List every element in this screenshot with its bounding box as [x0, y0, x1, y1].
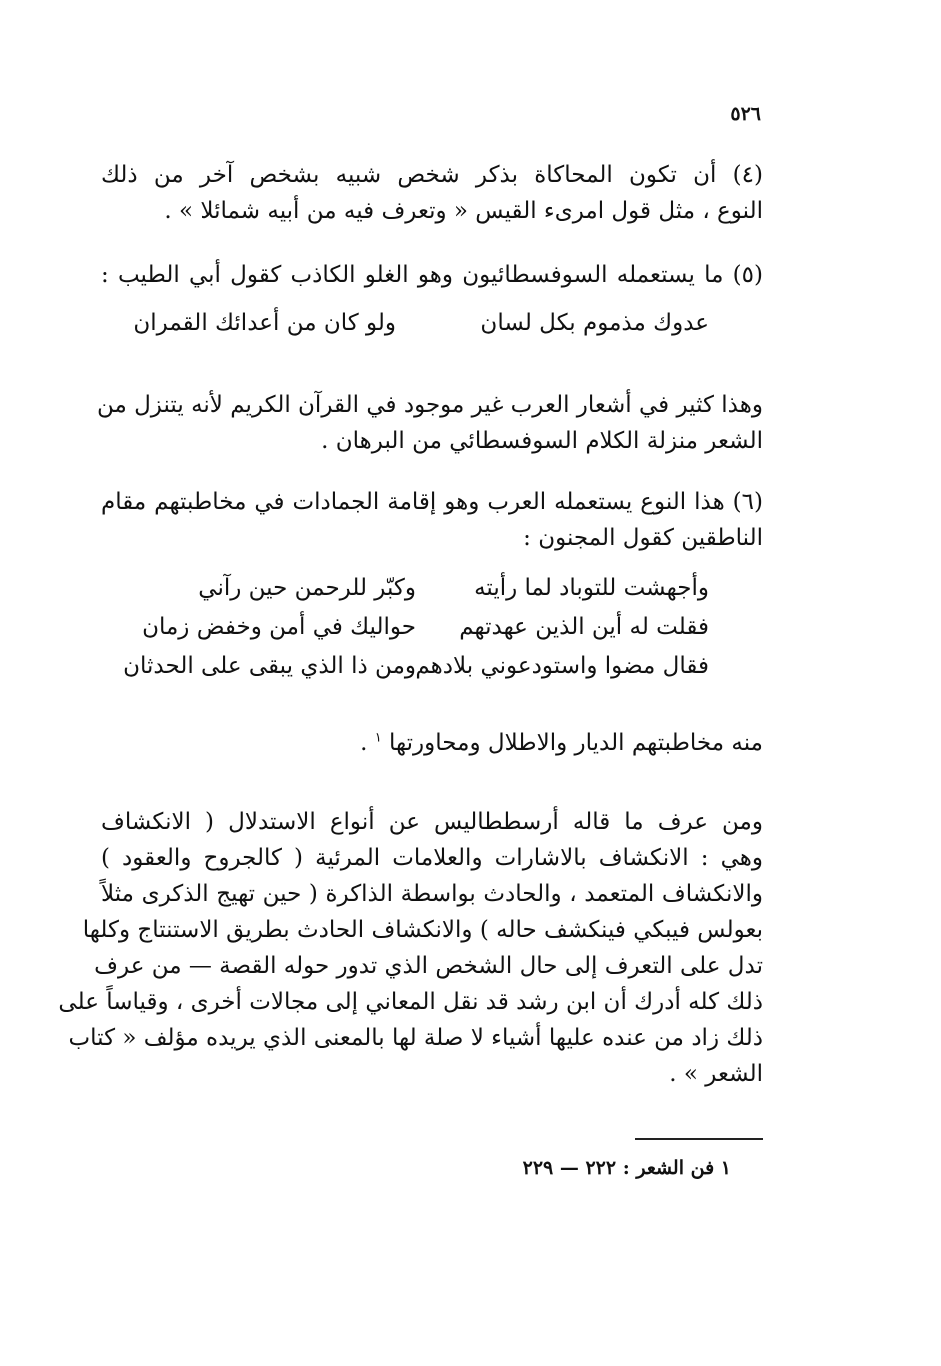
text-line: ومن عرف ما قاله أرسططاليس عن أنواع الاستدلال ( الانكشاف	[101, 809, 763, 835]
footnote-divider	[635, 1138, 763, 1140]
item-6-intro	[101, 484, 763, 556]
text-line: النوع ، مثل قول امرىء القيس « وتعرف فيه من أبيه شمائلا » .	[164, 198, 763, 224]
verse-hemistich-right: فقلت له أين الذين عهدتهم	[459, 614, 709, 640]
text-line: وهذا كثير في أشعار العرب غير موجود في القرآن الكريم لأنه يتنزل من	[96, 392, 763, 418]
text-line: (٤) أن تكون المحاكاة بذكر شخص شبيه بشخص آخر من ذلك	[101, 162, 763, 188]
text-line: تدل على التعرف إلى حال الشخص الذي تدور حوله القصة — من عرف	[94, 953, 763, 979]
text-line: وهي : الانكشاف بالاشارات والعلامات المرئية ( كالجروح والعقود )	[101, 845, 763, 871]
text-line: الشعر » .	[669, 1061, 763, 1087]
text-line: ذلك كله أدرك أن ابن رشد قد نقل المعاني إلى مجالات أخرى ، وقياساً على	[58, 989, 763, 1015]
text-line: ذلك زاد من عنده عليها أشياء لا صلة لها بالمعنى الذي يريده مؤلف « كتاب	[68, 1025, 763, 1051]
text-line: الناطقين كقول المجنون :	[523, 525, 763, 551]
verse-hemistich-left: وكبّر للرحمن حين رآني	[198, 575, 416, 601]
text-line: (٦) هذا النوع يستعمله العرب وهو إقامة الجمادات في مخاطبتهم مقام	[101, 489, 763, 515]
page-number: ٥٢٦	[730, 103, 761, 125]
item-6-closing-line	[360, 730, 763, 756]
verse-hemistich-left: ومن ذا الذي يبقى على الحدثان	[123, 653, 416, 679]
item-4	[101, 157, 763, 229]
text-line: الشعر منزلة الكلام السوفسطائي من البرهان .	[321, 428, 763, 454]
footnote-reference: ١	[374, 730, 382, 746]
text-line: (٥) ما يستعمله السوفسطائيون وهو الغلو الكاذب كقول أبي الطيب :	[101, 262, 763, 288]
verse-hemistich-right: فقال مضوا واستودعوني بلادهم	[415, 653, 709, 679]
text-line: بعولس فيبكي فينكشف حاله ) والانكشاف الحادث بطريق الاستنتاج وكلها	[82, 917, 763, 943]
closing-period: .	[360, 730, 368, 756]
verse-hemistich-right: عدوك مذموم بكل لسان	[480, 310, 709, 336]
verse-hemistich-right: وأجهشت للتوباد لما رأيته	[474, 575, 709, 601]
verse-hemistich-left: حواليك في أمن وخفض زمان	[142, 614, 416, 640]
footnote: ١ فن الشعر : ٢٢٢ — ٢٢٩	[522, 1157, 731, 1179]
verse-hemistich-left: ولو كان من أعدائك القمران	[133, 310, 396, 336]
text-line: والانكشاف المتعمد ، والحادث بواسطة الذاكرة ( حين تهيج الذكرى مثلاً	[101, 881, 763, 907]
item-5-paragraph	[96, 387, 763, 459]
main-paragraph	[58, 804, 763, 1092]
closing-text: منه مخاطبتهم الديار والاطلال ومحاورتها	[389, 730, 763, 756]
item-5-intro	[101, 257, 763, 293]
